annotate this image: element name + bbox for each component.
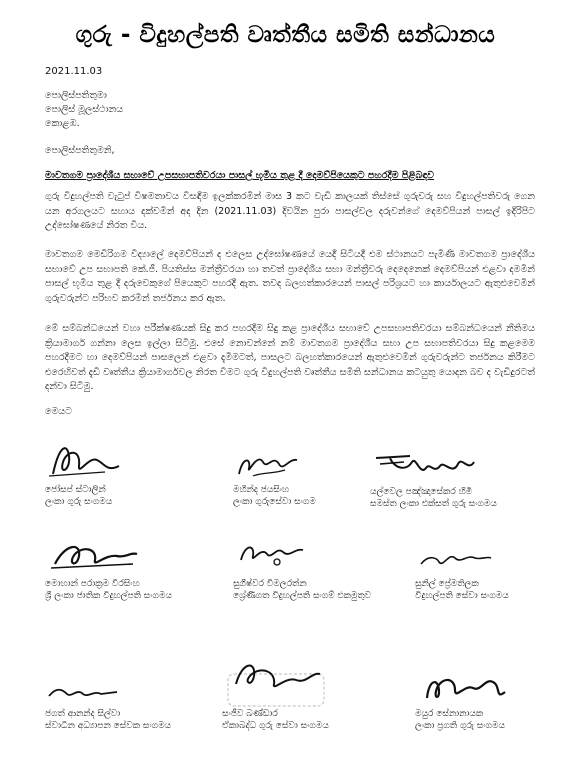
letter-date: 2021.11.03 <box>45 66 103 77</box>
signatory-org: ශ්‍රී ලංකා ජාතික විදුහල්පති සංගමය <box>45 591 172 601</box>
signature-block <box>45 534 215 602</box>
body-paragraph-3: මේ සම්බන්ධයෙන් වහා පරීක්ෂණයක් සිදු කර පහරදීම සිදු කළ ප්‍රාදේශීය සභාවේ උපසභාපතිවරයා සම්බන්ධයෙන් නීතිමය ක්‍රියාමාර්ග ගන්නා ලෙස ඉල්ලා සිටිමු. එසේ නොවන්නේ නම් මාවතගම ප්‍රාදේශීය සභා උප සභාපතිවරයා සිදු කළමෙම පහරදීමට හා දෙමව්පියන් පාසලෙන් එළවා දැමීමටත්, පාසලට බලහත්කාරයෙන් ඇතුළුවෙමින් ගුරුවරුන්ට තර්ජනය කිරීමට එරෙහිවත් දැඩි වෘත්තීය ක්‍රියාමාර්ගවල නිරත විමට ගුරු විදුහල්පති වෘත්තීය සමිති සන්ධානය කටයුතු යොදන බව ද වැඩිදුරටත් දන්වා සිටිමු. <box>45 323 535 392</box>
signature-image <box>45 534 145 578</box>
signatory-org: ලංකා ප්‍රගති ගුරු සංගමය <box>415 721 505 731</box>
closing: මෙයට <box>45 406 72 417</box>
signature-block <box>45 436 215 508</box>
signatory-name: සුගීෂ්වර විමලරත්න <box>233 579 307 589</box>
signature-block <box>222 654 392 732</box>
signature-image <box>45 678 125 708</box>
signature-block <box>415 668 571 732</box>
signatory-name: යල්වෙල පඤ්ඤාසේකර හිමි <box>370 487 473 497</box>
signature-image <box>45 436 135 484</box>
signatory-name: ජගත් ආනන්ද සිල්වා <box>45 709 121 719</box>
signature-block <box>415 540 571 602</box>
address-line-1: පොලිස්පතිතුමා <box>45 90 107 101</box>
signature-block <box>370 446 540 510</box>
salutation: පොලිස්පතිතුමනි, <box>45 145 115 156</box>
signature-block <box>233 534 403 602</box>
signature-image <box>370 446 490 486</box>
signatory-org: ස්වාධීන අධ්‍යාපන සේවක සංගමය <box>45 721 172 731</box>
signatory-name: මහින්ද ජයසිංහ <box>233 485 290 495</box>
signatory-name: මයුර සේනානායක <box>415 709 484 719</box>
signatory-name: මොහාන් පරාක්‍රම වීරසිංහ <box>45 579 140 589</box>
signature-block <box>45 678 215 732</box>
address-line-2: පොලිස් මූලස්ථානය <box>45 104 124 115</box>
body-paragraph-1: ගුරු විදුහල්පති වැටුප් විෂමතාවය විසඳීම ඉලක්කරමින් මාස 3 කට වැඩි කාලයක් තිස්සේ ගුරුවරු සහ විදුහල්පතිවරු ගෙන යන අරගලයට සහාය දක්වමින් අද දින (2021.11.03) දිවයින පුරා පාසල්වල දරුවන්ගේ දෙමව්පියන් පාසල් ඉදිරිපිට උද්ඝෝෂණයේ නිරත විය. <box>45 191 535 231</box>
signatory-org: සමස්ත ලංකා එක්සත් ගුරු සංගමය <box>370 499 497 509</box>
signatory-name: සංජීව බණ්ඩාර <box>222 709 278 719</box>
signatory-org: ලංකා ගුරුසේවා සංගම <box>233 497 316 507</box>
signatory-name: ජෝසප් ස්ටාලින් <box>45 485 106 495</box>
signature-image <box>415 540 495 578</box>
signature-image <box>222 654 332 708</box>
signature-image <box>233 534 313 578</box>
signatory-org: ලංකා ගුරු සංගමය <box>45 497 113 507</box>
body-paragraph-2: මාවතගම මෙඩිරිගම විද්‍යාලේ දෙමව්පියන් ද එලෙස උද්ඝෝෂණයේ යෙදී සිටියදී එම ස්ථානයට පැමිණි මාවතගම ප්‍රාදේශීය සභාවේ උප සභාපති කේ.ජී. පියතිස්ස මන්ත්‍රීවරයා හා තවත් ප්‍රාදේශීය සභා මන්ත්‍රීවරු දෙදෙනෙක් දෙමව්පියන් එළවා දමමින් පාසල් භූමිය තුළ දී දරුවෙකුගේ පියෙකුට පහරදී ඇත. තවද බලහත්කාරයෙන් පාසල් පරිශ්‍රයට හා කාර්යාලයට ඇතුළුවෙමින් ගුරුවරුන්ට පරිභව කරමින් තර්ජනය කර ඇත. <box>45 249 535 304</box>
signature-image <box>233 444 313 484</box>
signatory-org: විදුහල්පති සේවා සංගමය <box>415 591 509 601</box>
signatory-org: ඒකාබද්ධ ගුරු සේවා සංගමය <box>222 721 329 731</box>
address-line-3: කොළඹ. <box>45 118 80 129</box>
signatory-name: සුනිල් ප්‍රේමතිලක <box>415 579 479 589</box>
signatory-org: ශ්‍රේණිගත විදුහල්පති සංගම් එකමුතුව <box>233 591 372 601</box>
letter-subject: මාවතගම ප්‍රාදේශීය සභාවේ උපසභාපතිවරයා පාසල් භූමිය තුළ දී දෙමව්පියෙකුට පහරදීම පිළිබඳව <box>45 170 435 181</box>
signature-image <box>415 668 515 708</box>
letterhead-title: ගුරු - විදුහල්පති වෘත්තීය සමිති සන්ධානය <box>75 22 496 48</box>
